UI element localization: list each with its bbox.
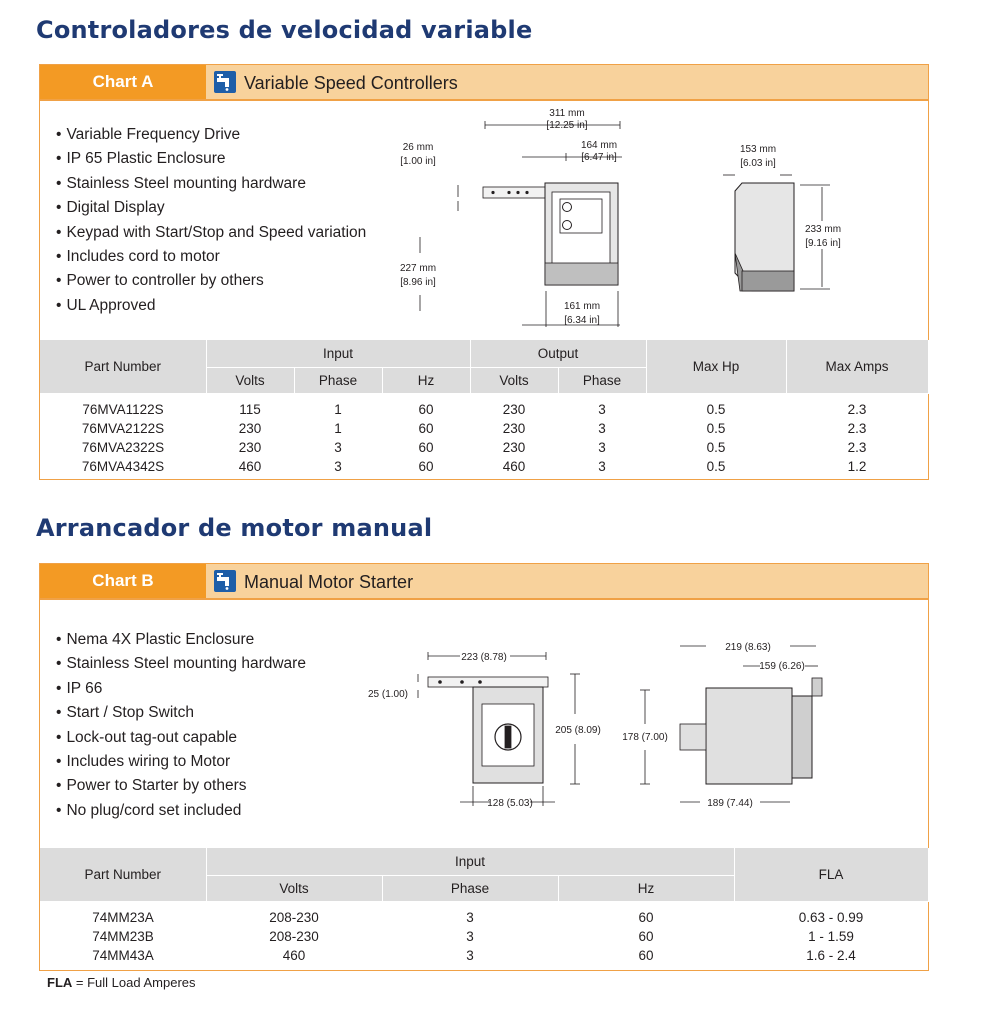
feature-item: • Includes cord to motor — [56, 245, 366, 269]
cell: 3 — [334, 459, 342, 474]
feature-item: • IP 65 Plastic Enclosure — [56, 147, 366, 171]
column-header: Phase — [382, 876, 558, 902]
cell: 3 — [466, 948, 474, 963]
dim-label: 205 (8.09) — [555, 725, 601, 736]
table-row — [40, 457, 928, 480]
cell: 230 — [502, 421, 526, 436]
feature-item: • Stainless Steel mounting hardware — [56, 652, 306, 676]
table-row — [40, 438, 928, 457]
chart-a-header — [40, 65, 928, 101]
chart-a-heading: Variable Speed Controllers — [244, 73, 458, 93]
column-group-header: Input — [206, 340, 470, 368]
cell: 0.5 — [706, 459, 726, 474]
chart-b-spec-table — [40, 848, 929, 969]
cell: 76MVA1122S — [82, 402, 164, 417]
cell: 460 — [238, 459, 262, 474]
feature-item: • Nema 4X Plastic Enclosure — [56, 628, 306, 652]
cell: 3 — [598, 402, 606, 417]
cell: 115 — [239, 402, 261, 417]
cell: 60 — [638, 948, 654, 963]
column-header: Max Amps — [786, 340, 928, 394]
dim-label: 189 (7.44) — [707, 798, 753, 809]
faucet-icon — [214, 570, 236, 592]
column-group-header: Input — [206, 848, 734, 876]
dim-label: 159 (6.26) — [759, 661, 805, 672]
cell: 60 — [638, 910, 654, 925]
cell: 208-230 — [269, 910, 319, 925]
column-header: Volts — [470, 368, 558, 394]
cell: 230 — [238, 421, 262, 436]
chart-a-spec-table — [40, 340, 929, 480]
cell: 1.2 — [847, 459, 867, 474]
column-header: Hz — [558, 876, 734, 902]
dim-label: 164 mm — [580, 140, 618, 151]
cell: 74MM23A — [92, 910, 154, 925]
column-group-header: Output — [470, 340, 646, 368]
feature-item: • IP 66 — [56, 677, 306, 701]
cell: 1 - 1.59 — [808, 929, 854, 944]
controller-dimension-drawing — [390, 103, 860, 335]
column-header: Volts — [206, 876, 382, 902]
column-header: Phase — [294, 368, 382, 394]
cell: 60 — [418, 459, 434, 474]
cell: 74MM43A — [92, 948, 154, 963]
feature-item: • Start / Stop Switch — [56, 701, 306, 725]
feature-item: • No plug/cord set included — [56, 799, 306, 823]
column-header: Max Hp — [646, 340, 786, 394]
dim-label: 153 mm — [739, 144, 777, 155]
cell: 60 — [418, 421, 434, 436]
table-row — [40, 394, 928, 420]
cell: 0.5 — [706, 440, 726, 455]
dim-label: 161 mm — [563, 301, 601, 312]
feature-item: • Power to controller by others — [56, 269, 366, 293]
feature-item: • Lock-out tag-out capable — [56, 726, 306, 750]
cell: 3 — [598, 421, 606, 436]
starter-dimension-drawing — [360, 634, 840, 814]
chart-b-heading: Manual Motor Starter — [244, 572, 414, 592]
dim-label: [8.96 in] — [400, 277, 436, 288]
feature-item: • Keypad with Start/Stop and Speed variation — [56, 221, 366, 245]
dim-label: 227 mm — [399, 263, 437, 274]
cell: 3 — [598, 440, 606, 455]
cell: 60 — [638, 929, 654, 944]
cell: 3 — [466, 910, 474, 925]
table-row — [40, 946, 928, 969]
dim-label: 26 mm — [402, 142, 434, 153]
footnote-text: = Full Load Amperes — [75, 975, 196, 990]
feature-item: • Stainless Steel mounting hardware — [56, 172, 366, 196]
cell: 460 — [282, 948, 306, 963]
cell: 230 — [502, 440, 526, 455]
chart-a-tag: Chart A — [40, 65, 206, 99]
cell: 2.3 — [847, 440, 867, 455]
feature-item: • Power to Starter by others — [56, 774, 306, 798]
dim-label: 223 (8.78) — [461, 652, 507, 663]
cell: 1 — [334, 402, 342, 417]
cell: 2.3 — [847, 421, 867, 436]
dim-label: [6.03 in] — [740, 158, 776, 169]
table-row — [40, 927, 928, 946]
cell: 60 — [418, 440, 434, 455]
column-header: Part Number — [40, 848, 206, 902]
feature-item: • Digital Display — [56, 196, 366, 220]
cell: 76MVA2122S — [81, 421, 165, 436]
section-title-b: Arrancador de motor manual — [36, 514, 433, 542]
chart-b-feature-list — [56, 628, 306, 823]
dim-label: [6.34 in] — [564, 315, 600, 326]
chart-a-box — [39, 64, 929, 480]
cell: 2.3 — [847, 402, 867, 417]
cell: 1.6 - 2.4 — [806, 948, 856, 963]
cell: 76MVA2322S — [81, 440, 165, 455]
dim-label: [1.00 in] — [400, 156, 436, 167]
dim-label: [9.16 in] — [805, 238, 841, 249]
dim-label: 311 mm — [549, 108, 585, 119]
feature-item: • Variable Frequency Drive — [56, 123, 366, 147]
cell: 0.5 — [706, 402, 726, 417]
cell: 74MM23B — [92, 929, 154, 944]
column-header: Volts — [206, 368, 294, 394]
cell: 0.63 - 0.99 — [798, 910, 864, 925]
column-header: Part Number — [40, 340, 206, 394]
cell: 1 — [334, 421, 342, 436]
cell: 3 — [466, 929, 474, 944]
footnote-abbr: FLA — [47, 975, 73, 990]
column-header: Phase — [558, 368, 646, 394]
dim-label: 219 (8.63) — [725, 642, 771, 653]
dim-label: [6.47 in] — [581, 152, 617, 163]
dim-label: 233 mm — [804, 224, 842, 235]
cell: 3 — [598, 459, 606, 474]
cell: 76MVA4342S — [81, 459, 165, 474]
cell: 208-230 — [269, 929, 319, 944]
dim-label: 128 (5.03) — [487, 798, 533, 809]
dim-label: [12.25 in] — [546, 120, 588, 131]
cell: 0.5 — [706, 421, 726, 436]
cell: 230 — [238, 440, 262, 455]
table-row — [40, 419, 928, 438]
cell: 60 — [418, 402, 434, 417]
feature-item: • Includes wiring to Motor — [56, 750, 306, 774]
chart-b-box — [39, 563, 929, 971]
dim-label: 178 (7.00) — [622, 732, 668, 743]
cell: 3 — [334, 440, 342, 455]
feature-item: • UL Approved — [56, 294, 366, 318]
column-header: FLA — [734, 848, 928, 902]
chart-a-feature-list — [56, 123, 366, 318]
chart-b-header — [40, 564, 928, 600]
dim-label: 25 (1.00) — [367, 689, 409, 700]
section-title-a: Controladores de velocidad variable — [36, 16, 533, 44]
footnote — [47, 975, 196, 990]
table-row — [40, 902, 928, 928]
cell: 460 — [502, 459, 526, 474]
faucet-icon — [214, 71, 236, 93]
chart-b-tag: Chart B — [40, 564, 206, 598]
cell: 230 — [502, 402, 526, 417]
column-header: Hz — [382, 368, 470, 394]
